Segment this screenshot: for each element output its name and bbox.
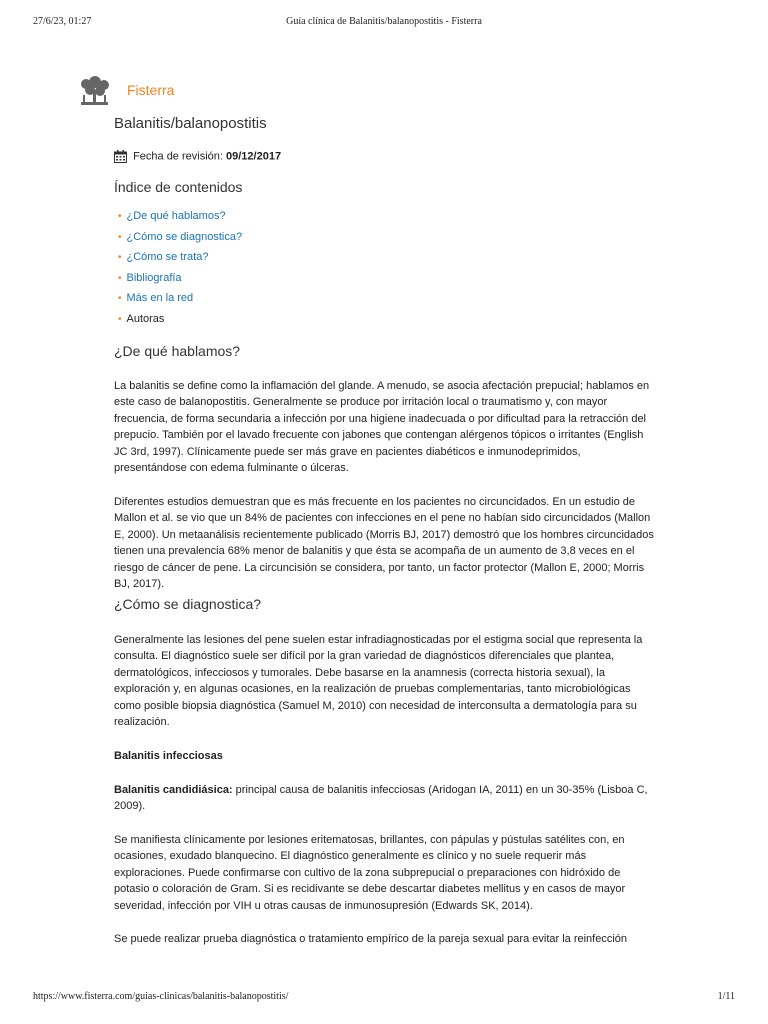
brand-name[interactable]: Fisterra bbox=[127, 82, 175, 98]
toc-title: Índice de contenidos bbox=[114, 179, 243, 195]
section-paragraph: Generalmente las lesiones del pene suelen estar infradiagnosticadas por el estigma social que representa la consulta. El diagnóstico suele ser difícil por la gran variedad de diagnósticos diferenciales que plantea, dermatológicos, infecciosos y tumorales. Debe basarse en la anamnesis (correcta historia sexual), la exploración y, en algunas ocasiones, en la realización de pruebas complementarias, tanto microbiológicas como posible biopsia diagnóstica (Samuel M, 2010) con necesidad de interconsulta a dermatología para su realización. bbox=[114, 634, 643, 729]
toc-link[interactable]: Más en la red bbox=[126, 292, 194, 305]
bullet-icon: • bbox=[118, 252, 122, 264]
subsection-title: Balanitis infecciosas bbox=[114, 750, 223, 762]
print-header bbox=[0, 16, 768, 30]
table-of-contents bbox=[118, 208, 242, 332]
section-paragraph bbox=[114, 782, 654, 815]
section-paragraph: La balanitis se define como la inflamación del glande. A menudo, se asocia afectación prepucial; hablamos en este caso de balanopostitis. Generalmente se produce por irritación local o traumatismo y, con mayor frecuencia, de forma secundaria a infección por una higiene inadecuada o por dificultad para la retracción del prepucio. También por el lavado frecuente con jabones que contengan alérgenos tópicos o irritantes (English JC 3rd, 1997). Clínicamente puede ser más grave en pacientes diabéticos e inmunodeprimidos, presentándose con edema fulminante o úlceras. bbox=[114, 380, 650, 475]
calendar-icon bbox=[114, 150, 127, 163]
toc-item-mas-en-la-red[interactable] bbox=[118, 290, 242, 311]
page-title: Balanitis/balanopostitis bbox=[114, 115, 267, 132]
print-url: https://www.fisterra.com/guias-clinicas/balanitis-balanopostitis/ bbox=[33, 991, 289, 1002]
revision-date bbox=[114, 150, 281, 166]
print-datetime: 27/6/23, 01:27 bbox=[33, 16, 92, 27]
toc-link[interactable]: ¿Cómo se trata? bbox=[126, 251, 209, 264]
bullet-icon: • bbox=[118, 313, 122, 325]
revision-value: 09/12/2017 bbox=[226, 150, 282, 163]
toc-item-autoras bbox=[118, 311, 242, 332]
print-page-number: 1/11 bbox=[717, 991, 735, 1002]
section-title-de-que-hablamos: ¿De qué hablamos? bbox=[114, 343, 241, 359]
bullet-icon: • bbox=[118, 211, 122, 222]
toc-item-de-que-hablamos[interactable] bbox=[118, 208, 242, 229]
section-title-como-se-diagnostica: ¿Cómo se diagnostica? bbox=[114, 596, 262, 612]
elsevier-tree-logo bbox=[78, 76, 111, 110]
toc-item-como-se-diagnostica[interactable] bbox=[118, 229, 242, 250]
bullet-icon: • bbox=[118, 293, 122, 305]
toc-link[interactable]: ¿De qué hablamos? bbox=[126, 210, 226, 222]
toc-item-como-se-trata[interactable] bbox=[118, 249, 242, 270]
toc-link[interactable]: ¿Cómo se diagnostica? bbox=[126, 230, 243, 243]
section-paragraph: Diferentes estudios demuestran que es más frecuente en los pacientes no circuncidados. En un estudio de Mallon et al. se vio que un 84% de pacientes con infecciones en el pene no habían sido circuncidados (Mallon E, 2000). Un metaanálisis recientemente publicado (Morris BJ, 2017) demostró que los hombres circuncidados tienen una prevalencia 68% menor de balanitis y que ésta se acompaña de un aumento de 3,8 veces en el riesgo de cáncer de pene. La circuncisión se considera, por tanto, un factor protector (Mallon E, 2000; Morris BJ, 2017). bbox=[114, 496, 654, 591]
bullet-icon: • bbox=[118, 231, 122, 243]
revision-label: Fecha de revisión: bbox=[133, 150, 223, 163]
toc-text: Autoras bbox=[126, 312, 165, 325]
term-label: Balanitis candidiásica: bbox=[114, 784, 233, 796]
toc-link[interactable]: Bibliografía bbox=[126, 271, 182, 284]
print-page-title: Guía clínica de Balanitis/balanopostitis - Fisterra bbox=[286, 16, 482, 27]
section-paragraph: Se puede realizar prueba diagnóstica o tratamiento empírico de la pareja sexual para evitar la reinfección bbox=[114, 933, 628, 945]
print-footer bbox=[0, 991, 768, 1005]
toc-item-bibliografia[interactable] bbox=[118, 270, 242, 291]
bullet-icon: • bbox=[118, 272, 122, 284]
section-paragraph: Se manifiesta clínicamente por lesiones eritematosas, brillantes, con pápulas y pústulas satélites con, en ocasiones, exudado blanquecino. El diagnóstico generalmente es clínico y no suele requerir más exploraciones. Puede confirmarse con cultivo de la zona subprepucial o preparaciones con hidróxido de potasio o coloración de Gram. Si es recidivante se debe descartar diabetes mellitus y en casos de mayor severidad, infección por VIH u otras causas de inmunosupresión (Edwards SK, 2014). bbox=[114, 834, 626, 912]
term-text: principal causa de balanitis infecciosas (Aridogan IA, 2011) en un 30-35% (Lisboa C, 2009). bbox=[114, 784, 648, 813]
